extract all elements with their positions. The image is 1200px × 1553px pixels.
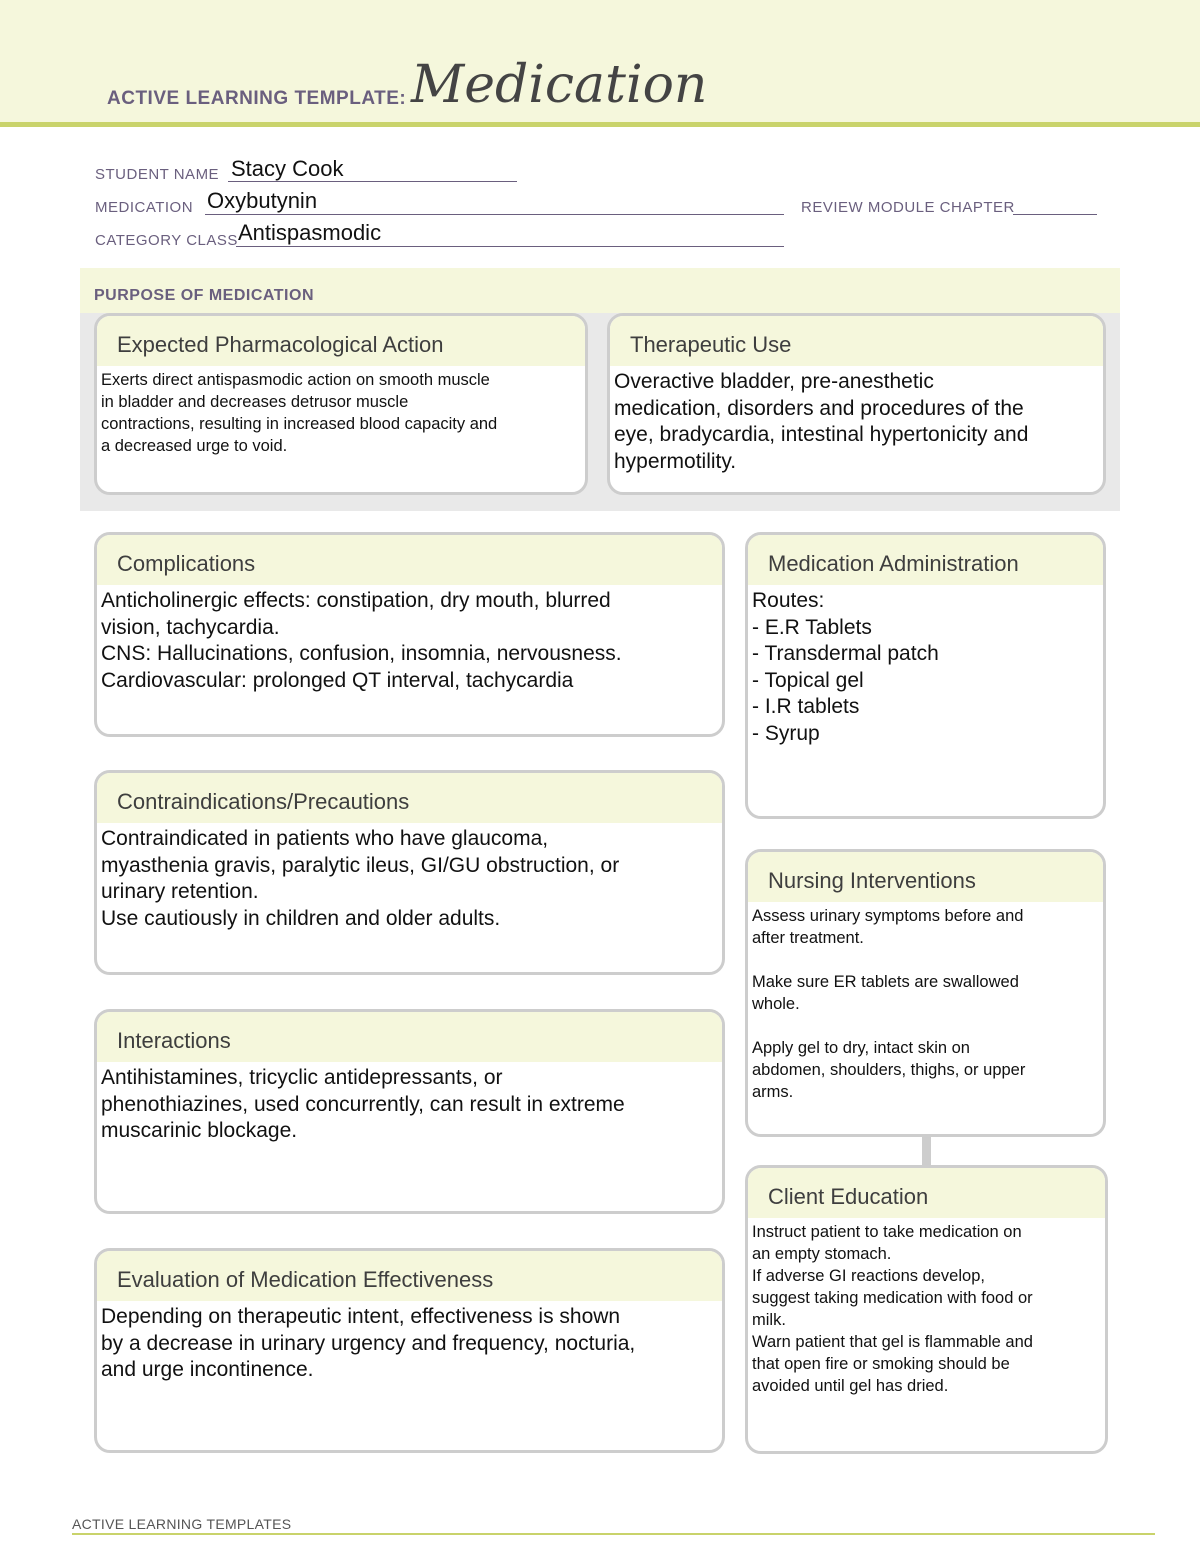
interactions-body: Antihistamines, tricyclic antidepressants, or phenothiazines, used concurrently, can result in extreme muscarinic blockage. bbox=[101, 1066, 625, 1142]
category-class-line bbox=[236, 246, 784, 247]
contraindications-card bbox=[94, 770, 725, 975]
category-class-label: CATEGORY CLASS bbox=[95, 232, 238, 249]
therapeutic-use-card bbox=[607, 313, 1106, 495]
template-label: ACTIVE LEARNING TEMPLATE: bbox=[107, 88, 407, 109]
contraindications-body: Contraindicated in patients who have glaucoma, myasthenia gravis, paralytic ileus, GI/GU obstruction, or urinary retention. Use cautiously in children and older adults. bbox=[101, 827, 620, 930]
administration-title: Medication Administration bbox=[748, 535, 1103, 585]
administration-card bbox=[745, 532, 1106, 819]
expected-action-body: Exerts direct antispasmodic action on smooth muscle in bladder and decreases detrusor muscle contractions, resulting in increased blood capacity and a decreased urge to void. bbox=[101, 371, 498, 455]
interactions-title: Interactions bbox=[97, 1012, 722, 1062]
client-education-title: Client Education bbox=[748, 1168, 1105, 1218]
client-education-card bbox=[745, 1165, 1108, 1454]
client-education-body: Instruct patient to take medication on an empty stomach. If adverse GI reactions develop, suggest taking medication with food or milk. Warn patient that gel is flammable and that open fire or smoking should be avoided until gel has dried. bbox=[752, 1223, 1033, 1395]
evaluation-card bbox=[94, 1248, 725, 1453]
category-class-field[interactable]: Antispasmodic bbox=[238, 220, 382, 245]
complications-title: Complications bbox=[97, 535, 722, 585]
medication-label: MEDICATION bbox=[95, 199, 194, 216]
expected-action-title: Expected Pharmacological Action bbox=[97, 316, 585, 366]
header-rule bbox=[0, 122, 1200, 127]
complications-card bbox=[94, 532, 725, 737]
evaluation-body: Depending on therapeutic intent, effectiveness is shown by a decrease in urinary urgency and frequency, nocturia, and urge incontinence. bbox=[101, 1305, 636, 1381]
expected-action-card bbox=[94, 313, 588, 495]
footer-label: ACTIVE LEARNING TEMPLATES bbox=[72, 1516, 292, 1532]
interactions-card bbox=[94, 1009, 725, 1214]
administration-body: Routes: - E.R Tablets - Transdermal patch - Topical gel - I.R tablets - Syrup bbox=[752, 589, 939, 745]
connector-line bbox=[922, 1135, 931, 1167]
purpose-label: PURPOSE OF MEDICATION bbox=[94, 287, 314, 304]
medication-line bbox=[205, 214, 784, 215]
complications-body: Anticholinergic effects: constipation, dry mouth, blurred vision, tachycardia. CNS: Hallucinations, confusion, insomnia, nervousness. Cardiovascular: prolonged QT interval, tachycardia bbox=[101, 589, 622, 692]
nursing-body: Assess urinary symptoms before and after treatment. Make sure ER tablets are swallowed whole. Apply gel to dry, intact skin on abdomen, shoulders, thighs, or upper arms. bbox=[752, 907, 1026, 1101]
nursing-card bbox=[745, 849, 1106, 1137]
student-name-label: STUDENT NAME bbox=[95, 166, 220, 183]
therapeutic-use-title: Therapeutic Use bbox=[610, 316, 1103, 366]
footer-rule bbox=[72, 1533, 1155, 1535]
nursing-title: Nursing Interventions bbox=[748, 852, 1103, 902]
therapeutic-use-body: Overactive bladder, pre-anesthetic medication, disorders and procedures of the eye, bradycardia, intestinal hypertonicity and hypermotility. bbox=[614, 370, 1029, 473]
evaluation-title: Evaluation of Medication Effectiveness bbox=[97, 1251, 722, 1301]
page-title: Medication bbox=[411, 55, 708, 115]
student-name-field[interactable]: Stacy Cook bbox=[231, 156, 344, 181]
review-module-line bbox=[1013, 214, 1097, 215]
contraindications-title: Contraindications/Precautions bbox=[97, 773, 722, 823]
medication-field[interactable]: Oxybutynin bbox=[207, 188, 318, 213]
review-module-label: REVIEW MODULE CHAPTER bbox=[801, 199, 1015, 216]
